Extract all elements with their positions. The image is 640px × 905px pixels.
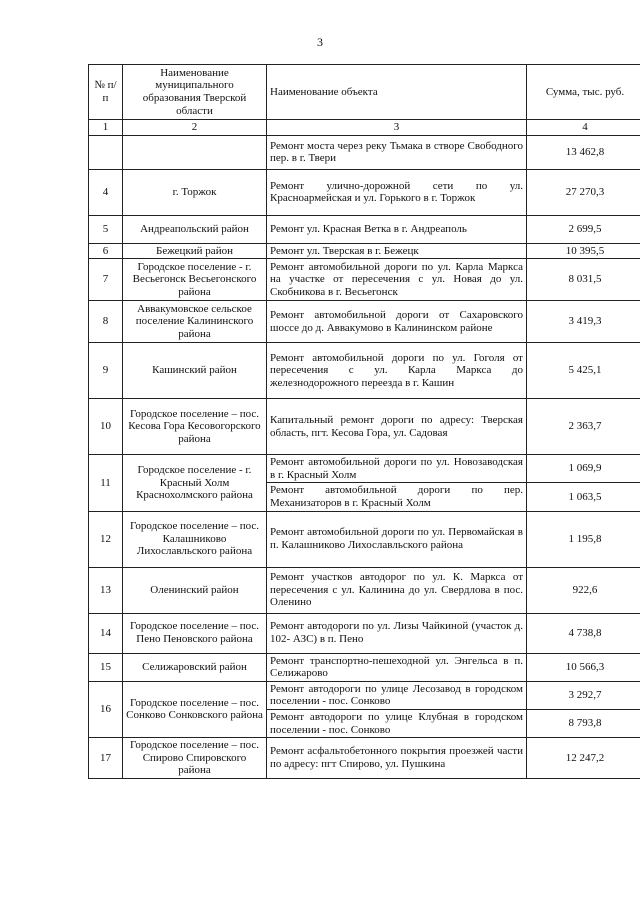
table-body [89, 135, 640, 778]
row-number: 16 [89, 681, 123, 737]
column-numbers-row [89, 120, 640, 136]
object-cell: Ремонт транспортно-пешеходной ул. Энгельса в п. Селижарово [267, 653, 527, 681]
municipality-cell: Городское поселение - г. Весьегонск Весьегонского района [123, 259, 267, 301]
column-number: 2 [123, 120, 267, 136]
municipality-cell: Кашинский район [123, 343, 267, 399]
table-row [89, 738, 640, 779]
object-cell: Ремонт автодороги по ул. Лизы Чайкиной (участок д. 102- АЗС) в п. Пено [267, 613, 527, 653]
object-cell: Ремонт автомобильной дороги по пер. Механизаторов в г. Красный Холм [267, 483, 527, 511]
table-row [89, 681, 640, 709]
object-cell: Ремонт участков автодорог по ул. К. Маркса от пересечения с ул. Калинина до ул. Свердлова в пос. Оленино [267, 567, 527, 613]
row-number: 8 [89, 301, 123, 343]
sum-cell: 1 069,9 [527, 455, 640, 483]
object-cell: Ремонт автомобильной дороги по ул. Первомайская в п. Калашниково Лихославльского района [267, 511, 527, 567]
object-cell: Ремонт автомобильной дороги по ул. Карла Маркса на участке от пересечения с ул. Новая до ул. Скобникова в г. Весьегонск [267, 259, 527, 301]
table-row [89, 511, 640, 567]
table-row [89, 215, 640, 243]
sum-cell: 27 270,3 [527, 169, 640, 215]
sum-cell: 3 292,7 [527, 681, 640, 709]
row-number: 7 [89, 259, 123, 301]
municipality-cell: Городское поселение - г. Красный Холм Краснохолмского района [123, 455, 267, 511]
municipality-cell: Городское поселение – пос. Сонково Сонковского района [123, 681, 267, 737]
municipality-cell: Городское поселение – пос. Калашниково Лихославльского района [123, 511, 267, 567]
municipality-cell: Оленинский район [123, 567, 267, 613]
object-cell: Ремонт автомобильной дороги от Сахаровского шоссе до д. Аввакумово в Калининском районе [267, 301, 527, 343]
row-number: 6 [89, 243, 123, 259]
header-sum: Сумма, тыс. руб. [527, 65, 640, 120]
municipality-cell [123, 135, 267, 169]
sum-cell: 8 031,5 [527, 259, 640, 301]
row-number: 13 [89, 567, 123, 613]
row-number: 4 [89, 169, 123, 215]
sum-cell: 4 738,8 [527, 613, 640, 653]
table-header-row [89, 65, 640, 120]
header-object: Наименование объекта [267, 65, 527, 120]
sum-cell: 10 566,3 [527, 653, 640, 681]
header-municipality: Наименование муниципального образования Тверской области [123, 65, 267, 120]
object-cell: Ремонт улично-дорожной сети по ул. Красноармейская и ул. Горького в г. Торжок [267, 169, 527, 215]
objects-table [88, 64, 640, 779]
table-row [89, 613, 640, 653]
row-number [89, 135, 123, 169]
object-cell: Ремонт моста через реку Тьмака в створе Свободного пер. в г. Твери [267, 135, 527, 169]
object-cell: Капитальный ремонт дороги по адресу: Тверская область, пгт. Кесова Гора, ул. Садовая [267, 399, 527, 455]
table-row [89, 135, 640, 169]
object-cell: Ремонт ул. Красная Ветка в г. Андреаполь [267, 215, 527, 243]
table-row [89, 169, 640, 215]
table-row [89, 243, 640, 259]
table-row [89, 653, 640, 681]
sum-cell: 10 395,5 [527, 243, 640, 259]
header-no: № п/п [89, 65, 123, 120]
object-cell: Ремонт асфальтобетонного покрытия проезжей части по адресу: пгт Спирово, ул. Пушкина [267, 738, 527, 779]
sum-cell: 8 793,8 [527, 709, 640, 737]
municipality-cell: Городское поселение – пос. Спирово Спировского района [123, 738, 267, 779]
column-number: 1 [89, 120, 123, 136]
sum-cell: 2 363,7 [527, 399, 640, 455]
municipality-cell: Селижаровский район [123, 653, 267, 681]
column-number: 4 [527, 120, 640, 136]
object-cell: Ремонт автомобильной дороги по ул. Гоголя от пересечения с ул. Карла Маркса до железнодорожного переезда в г. Кашин [267, 343, 527, 399]
row-number: 10 [89, 399, 123, 455]
row-number: 9 [89, 343, 123, 399]
sum-cell: 3 419,3 [527, 301, 640, 343]
sum-cell: 12 247,2 [527, 738, 640, 779]
row-number: 5 [89, 215, 123, 243]
sum-cell: 1 063,5 [527, 483, 640, 511]
object-cell: Ремонт ул. Тверская в г. Бежецк [267, 243, 527, 259]
sum-cell: 1 195,8 [527, 511, 640, 567]
page-number: 3 [317, 35, 323, 49]
municipality-cell: Бежецкий район [123, 243, 267, 259]
table-row [89, 343, 640, 399]
table-row [89, 399, 640, 455]
municipality-cell: Андреапольский район [123, 215, 267, 243]
sum-cell: 922,6 [527, 567, 640, 613]
column-number: 3 [267, 120, 527, 136]
sum-cell: 2 699,5 [527, 215, 640, 243]
row-number: 14 [89, 613, 123, 653]
table-row [89, 301, 640, 343]
table-row [89, 567, 640, 613]
row-number: 12 [89, 511, 123, 567]
row-number: 11 [89, 455, 123, 511]
municipality-cell: Городское поселение – пос. Пено Пеновского района [123, 613, 267, 653]
sum-cell: 5 425,1 [527, 343, 640, 399]
object-cell: Ремонт автодороги по улице Лесозавод в городском поселении - пос. Сонково [267, 681, 527, 709]
municipality-cell: г. Торжок [123, 169, 267, 215]
object-cell: Ремонт автодороги по улице Клубная в городском поселении - пос. Сонково [267, 709, 527, 737]
row-number: 17 [89, 738, 123, 779]
sum-cell: 13 462,8 [527, 135, 640, 169]
object-cell: Ремонт автомобильной дороги по ул. Новозаводская в г. Красный Холм [267, 455, 527, 483]
table-row [89, 455, 640, 483]
municipality-cell: Аввакумовское сельское поселение Калининского района [123, 301, 267, 343]
row-number: 15 [89, 653, 123, 681]
municipality-cell: Городское поселение – пос. Кесова Гора Кесовогорского района [123, 399, 267, 455]
table-row [89, 259, 640, 301]
